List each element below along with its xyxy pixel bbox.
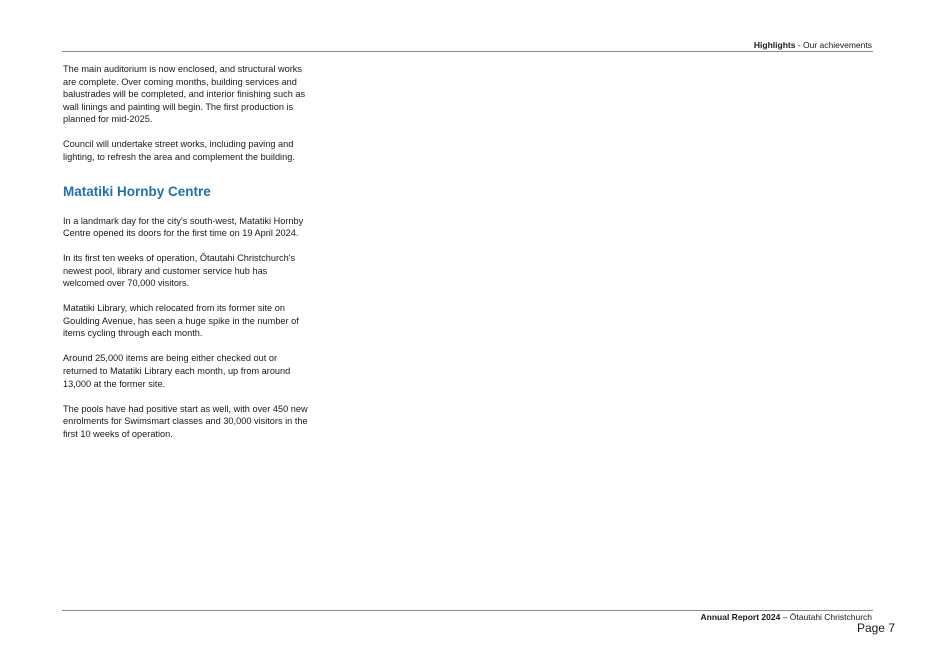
header-section: Highlights	[753, 40, 796, 50]
footer-organisation: Ōtautahi Christchurch	[789, 612, 872, 622]
body-paragraph: In a landmark day for the city's south-west, Matatiki Hornby Centre opened its doors for the first time on 19 April 2024.	[63, 215, 304, 239]
page-header	[754, 40, 872, 50]
body-paragraph: Council will undertake street works, including paving and lighting, to refresh the area and complement the building.	[63, 139, 295, 162]
header-rule	[62, 51, 873, 52]
main-column	[63, 63, 309, 440]
footer-rule	[62, 610, 873, 611]
page-number: Page 7	[856, 621, 895, 635]
body-paragraph: Around 25,000 items are being either checked out or returned to Matatiki Library each month, up from around 13,000 at the former site.	[63, 353, 291, 389]
body-paragraph: In its first ten weeks of operation, Ōtautahi Christchurch's newest pool, library and customer service hub has welcomed over 70,000 visitors.	[63, 253, 296, 289]
body-paragraph: The pools have had positive start as well, with over 450 new enrolments for Swimsmart classes and 30,000 visitors in the first 10 weeks of operation.	[63, 403, 308, 439]
header-subsection: Our achievements	[803, 40, 872, 50]
footer-separator: –	[780, 612, 790, 622]
body-paragraph: The main auditorium is now enclosed, and structural works are complete. Over coming months, building services and balustrades will be completed, and interior finishing such as wall linings and painting will begin. The first production is planned for mid-2025.	[63, 64, 306, 125]
header-separator: -	[795, 40, 804, 50]
footer-report-title: Annual Report 2024	[700, 612, 781, 622]
section-heading: Matatiki Hornby Centre	[63, 183, 211, 199]
page-footer	[701, 612, 872, 622]
body-paragraph: Matatiki Library, which relocated from its former site on Goulding Avenue, has seen a huge spike in the number of items cycling through each month.	[63, 303, 299, 339]
